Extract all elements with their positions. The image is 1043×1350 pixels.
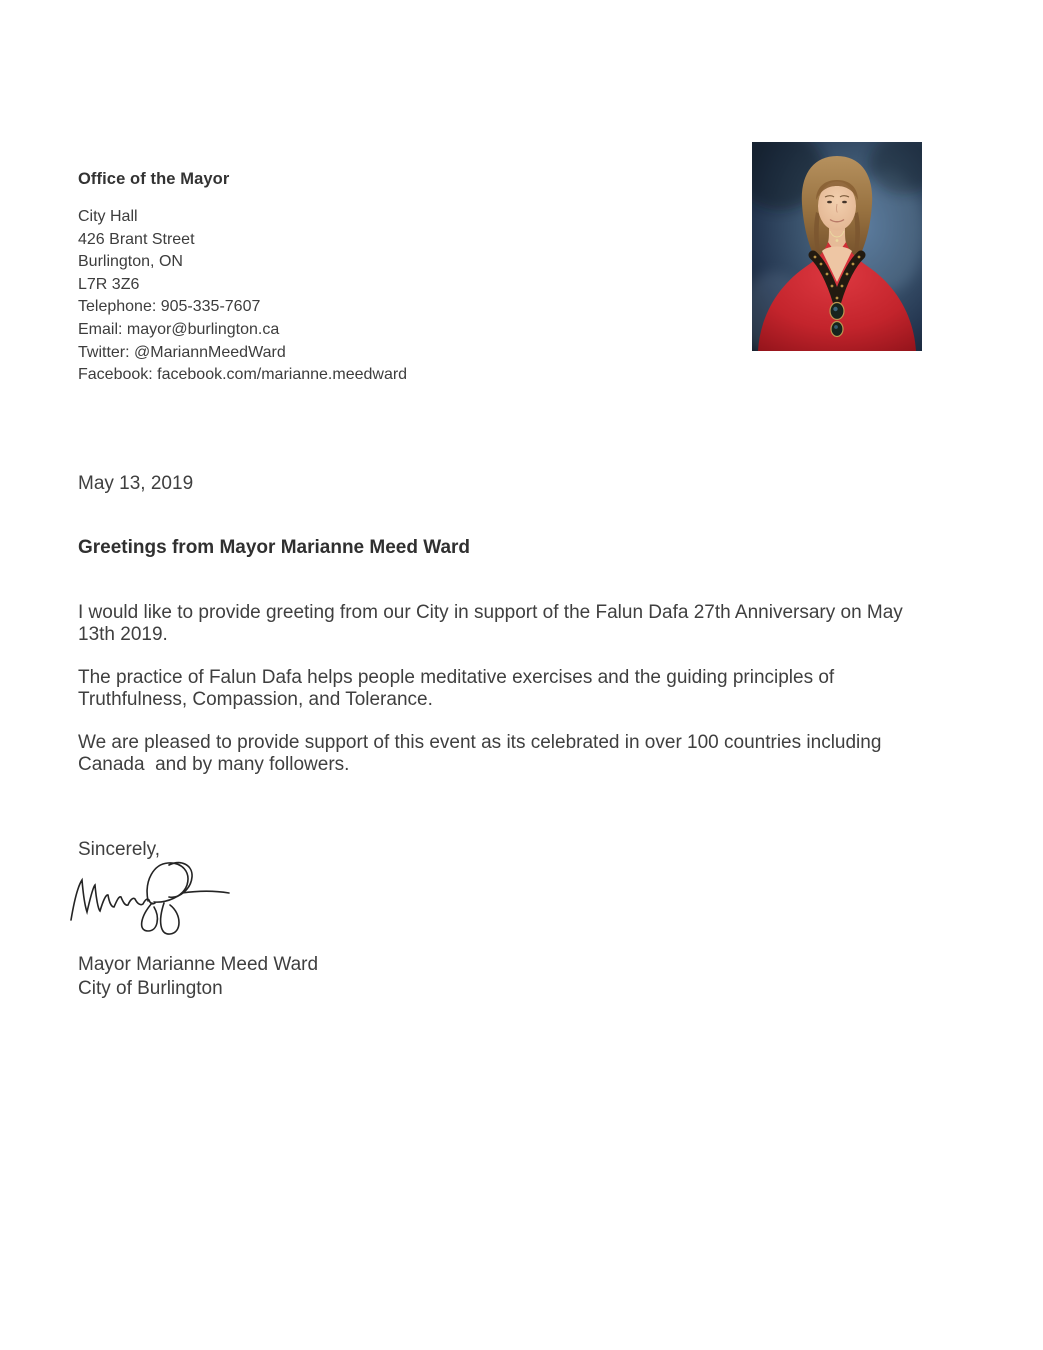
signer-name: Mayor Marianne Meed Ward [78, 954, 319, 975]
address-line-street: 426 Brant Street [78, 230, 195, 248]
address-line-city-hall: City Hall [78, 208, 138, 225]
closing-text: Sincerely, [78, 839, 161, 860]
address-line-email: Email: mayor@burlington.ca [78, 320, 280, 338]
mayor-portrait-photo [752, 142, 922, 351]
letter-paragraph [78, 667, 834, 712]
paragraph-line: I would like to provide greeting from our City in support of the Falun Dafa 27th Anniversary on May [78, 602, 903, 623]
paragraph-line: We are pleased to provide support of this event as its celebrated in over 100 countries including [78, 732, 882, 753]
signer-org: City of Burlington [78, 977, 223, 999]
letter-date: May 13, 2019 [78, 473, 194, 494]
paragraph-line: The practice of Falun Dafa helps people meditative exercises and the guiding principles of [78, 667, 835, 688]
signature-image [64, 856, 239, 946]
letterhead-title: Office of the Mayor [78, 170, 230, 188]
paragraph-line: Canada and by many followers. [78, 754, 350, 776]
letterhead-address-block [78, 206, 407, 387]
letter-paragraph [78, 732, 881, 777]
address-line-telephone: Telephone: 905-335-7607 [78, 298, 261, 316]
letter-paragraph [78, 602, 903, 647]
address-line-city: Burlington, ON [78, 253, 183, 271]
address-line-postal-code: L7R 3Z6 [78, 275, 140, 293]
paragraph-line: Truthfulness, Compassion, and Tolerance. [78, 689, 433, 711]
address-line-facebook: Facebook: facebook.com/marianne.meedward [78, 366, 408, 384]
address-line-twitter: Twitter: @MariannMeedWard [78, 343, 286, 361]
signoff-block [78, 953, 318, 1000]
paragraph-line: 13th 2019. [78, 624, 168, 646]
letter-subject: Greetings from Mayor Marianne Meed Ward [78, 537, 471, 558]
